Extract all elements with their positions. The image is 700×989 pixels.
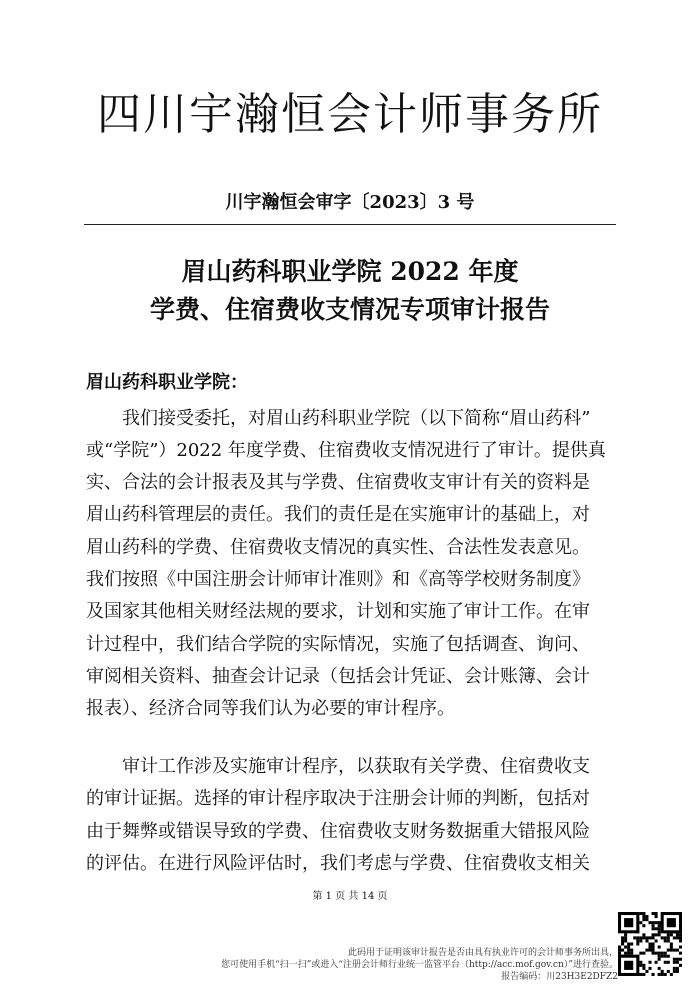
salutation: 眉山药科职业学院： xyxy=(86,372,248,393)
body-line: 由于舞弊或错误导致的学费、住宿费收支财务数据重大错报风险 xyxy=(86,821,590,842)
report-title-line-2: 学费、住宿费收支情况专项审计报告 xyxy=(149,295,550,324)
page-number: 第 1 页 共 14 页 xyxy=(312,891,388,902)
header-divider xyxy=(84,224,616,225)
body-line: 或“学院”）2022 年度学费、住宿费收支情况进行了审计。提供真 xyxy=(86,440,606,461)
body-line: 的评估。在进行风险评估时，我们考虑与学费、住宿费收支相关 xyxy=(86,853,590,874)
body-line: 我们按照《中国注册会计师审计准则》和《高等学校财务制度》 xyxy=(86,569,590,590)
verification-qr-code[interactable] xyxy=(618,912,682,976)
body-line: 眉山药科的学费、住宿费收支情况的真实性、合法性发表意见。 xyxy=(86,537,590,558)
firm-name: 四川宇瀚恒会计师事务所 xyxy=(97,89,603,140)
body-line: 实、合法的会计报表及其与学费、住宿费收支审计有关的资料是 xyxy=(86,472,590,493)
report-title-line-1: 眉山药科职业学院 2022 年度 xyxy=(181,257,519,286)
body-line: 眉山药科管理层的责任。我们的责任是在实施审计的基础上，对 xyxy=(86,504,590,525)
body-line: 审阅相关资料、抽查会计记录（包括会计凭证、会计账簿、会计 xyxy=(86,666,590,687)
body-line: 审计工作涉及实施审计程序，以获取有关学费、住宿费收支 xyxy=(122,756,590,777)
report-code: 报告编码：川23H3E2DFZ2 xyxy=(501,972,618,982)
verification-note-line-2: 您可使用手机“扫一扫”或进入“注册会计师行业统一监管平台（http://acc.mof.gov.cn）”进行查验。 xyxy=(221,960,618,970)
body-line: 的审计证据。选择的审计程序取决于注册会计师的判断，包括对 xyxy=(86,788,590,809)
body-line: 我们接受委托，对眉山药科职业学院（以下简称“眉山药科” xyxy=(122,408,591,429)
verification-note-line-1: 此码用于证明该审计报告是否由具有执业许可的会计师事务所出具， xyxy=(347,948,618,958)
body-line: 报表）、经济合同等我们认为必要的审计程序。 xyxy=(86,698,455,719)
body-line: 计过程中，我们结合学院的实际情况，实施了包括调查、询问、 xyxy=(86,634,590,655)
document-number: 川宇瀚恒会审字〔2023〕3 号 xyxy=(225,192,475,213)
body-line: 及国家其他相关财经法规的要求，计划和实施了审计工作。在审 xyxy=(86,601,590,622)
